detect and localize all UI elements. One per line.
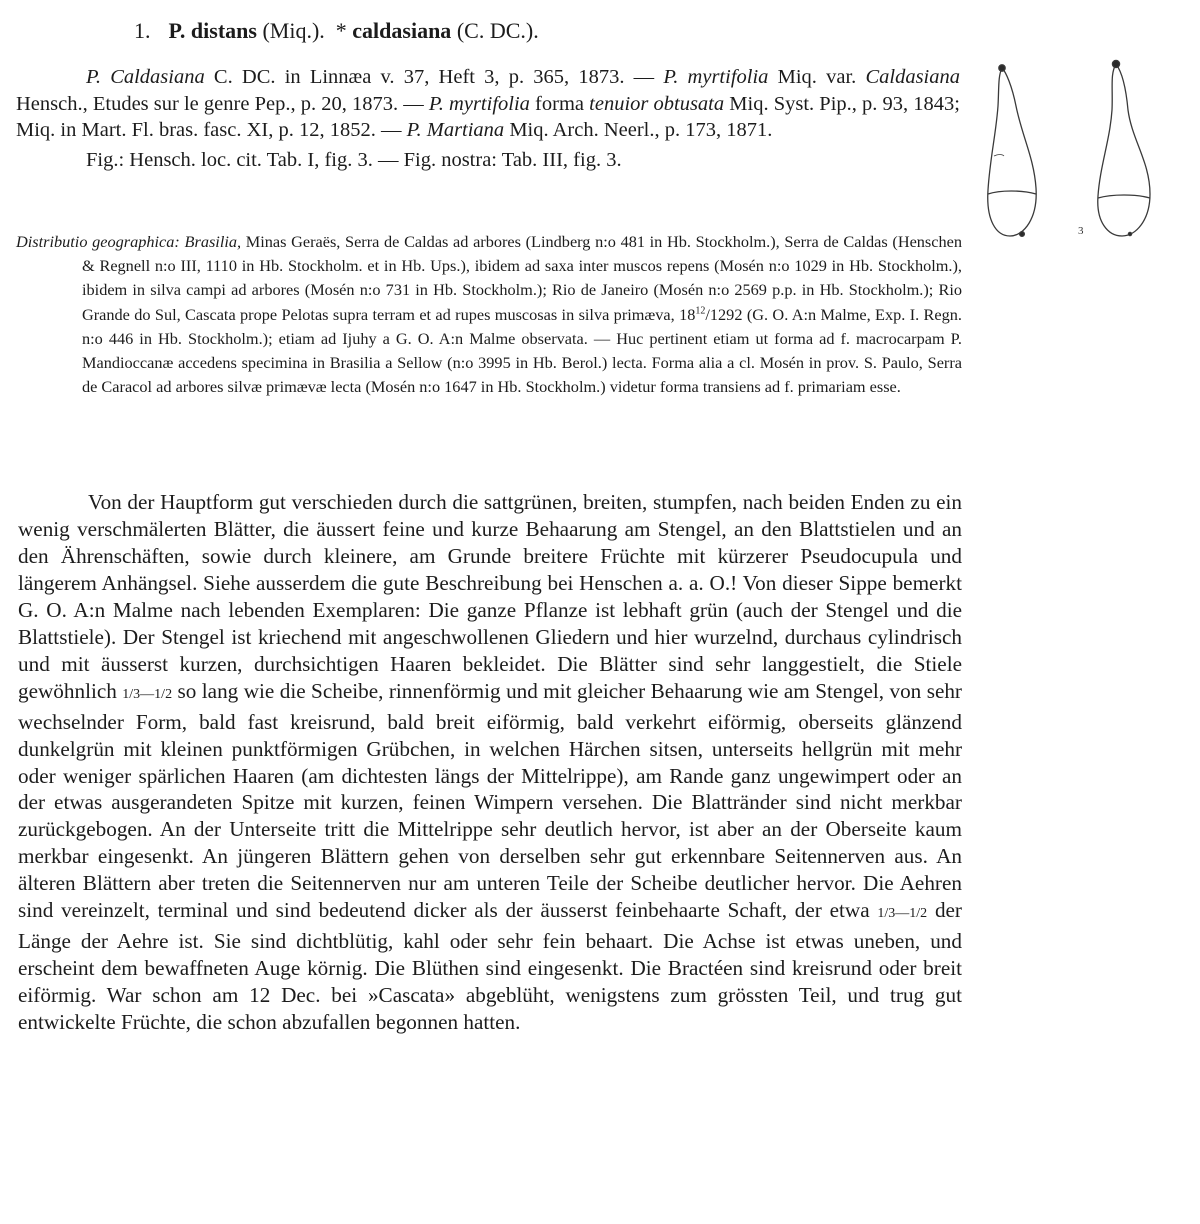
description-paragraph xyxy=(18,489,962,1036)
species-author: (Miq.). xyxy=(262,18,325,43)
synonym-citation: Miq. var. xyxy=(768,66,866,88)
description-text: so lang wie die Scheibe, rinnenförmig und mit gleicher Behaarung wie am Stengel, von sehr wechselnder Form, bald fast kreisrund, bald breit eiförmig, bald verkehrt eiförmig, oberseits glänzend dunkelgrün mit kleinen punktförmigen Grübchen, in welchen Härchen sitsen, unterseits hellgrün mit mehr oder weniger spärlichen Haaren (am dichtesten längs der Mittelrippe), am Rande ganz ungewimpert oder an der etwas ausgerandeten Spitze mit kurzen, feinen Wimpern versehen. Die Blattränder sind nicht merkbar zurückgebogen. An der Unterseite tritt die Mittelrippe sehr deutlich hervor, ist aber an der Oberseite kaum merkbar eingesenkt. An jüngeren Blättern gehen von derselben sehr gut erkennbare Seitennerven aus. An älteren Blättern aber treten die Seitennerven nur am unteren Teile der Scheibe deutlicher hervor. Die Aehren sind vereinzelt, terminal und sind bedeutend dicker als der äusserst feinbehaarte Schaft, der etwa xyxy=(18,678,962,923)
description-block xyxy=(18,489,962,1036)
distribution-text: (G. O. A:n Malme, Exp. I. Regn. n:o 446 in Hb. Stockholm.); etiam ad Ijuhy a G. O. A:n Malme observata. — Huc pertinent etiam ut forma ad f. macrocarpam P. Mandioccanæ accedens specimina in Brasilia a Sellow (n:o 3995 in Hb. Berol.) lecta. Forma alia a cl. Mosén in prov. S. Paulo, Serra de Caracol ad arbores silvæ primævæ lecta (Mosén n:o 1647 in Hb. Stockholm.) videtur forma transiens ad f. primariam esse. xyxy=(82,304,962,397)
subspecies-mark: * xyxy=(335,18,347,43)
distribution-date-sup: 12 xyxy=(695,305,706,317)
entry-number: 1. xyxy=(134,18,151,43)
synonym-citation: Miq. Arch. Neerl., p. 173, 1871. xyxy=(504,119,773,141)
fruit-drawing-right xyxy=(1098,60,1150,236)
distribution-label: Distributio geographica: xyxy=(16,232,180,251)
description-text: der Länge der Aehre ist. Sie sind dichtblütig, kahl oder sehr fein behaart. Die Achse ist etwas uneben, und erscheint dem bewaffneten Auge körnig. Die Blüthen sind eingesenkt. Die Bractéen sind kreisrund oder breit eiförmig. War schon am 12 Dec. bei »Cascata» abgeblüht, wenigstens zum grössten Teil, und trug gut entwickelte Früchte, die schon abzufallen begonnen hatten. xyxy=(18,898,962,1035)
synonym-name: P. myrtifolia xyxy=(663,66,769,88)
subspecies-name: caldasiana xyxy=(352,18,452,43)
species-heading xyxy=(134,16,834,46)
fraction: 1/3—1/2 xyxy=(877,906,928,922)
synonym-citation: Hensch., Etudes sur le genre Pep., p. 20, 1873. — xyxy=(16,92,429,115)
fruit-illustration xyxy=(978,58,1188,254)
synonym-citation: forma xyxy=(529,92,590,115)
synonym-forma: tenuior obtusata xyxy=(589,92,725,115)
distribution-block xyxy=(16,230,962,399)
synonymy-block xyxy=(16,64,960,173)
synonym-citation: Miq. Syst. Pip., p. 93, 1843; Miq. in Mart. Fl. bras. fasc. XI, p. 12, 1852. — xyxy=(16,92,961,141)
distribution-date-rest: /1292 xyxy=(705,304,743,324)
synonym-name: P. Martiana xyxy=(406,119,505,141)
distribution-country: Brasilia, xyxy=(184,232,242,251)
figure-references: Fig.: Hensch. loc. cit. Tab. I, fig. 3. — Fig. nostra: Tab. III, fig. 3. xyxy=(86,148,622,171)
fraction: 1/3—1/2 xyxy=(122,686,173,702)
figure-label: 3 xyxy=(1078,225,1084,237)
synonym-citation: C. DC. in Linnæa v. 37, Heft 3, p. 365, 1873. — xyxy=(204,66,664,88)
synonym-variety: Caldasiana xyxy=(865,66,960,88)
synonymy-paragraph xyxy=(16,64,960,144)
fruit-drawing-left xyxy=(988,65,1036,237)
distribution-text: Minas Geraës, Serra de Caldas ad arbores (Lindberg n:o 481 in Hb. Stockholm.), Serra de Caldas (Henschen & Regnell n:o III, 1110 in Hb. Stockholm. et in Hb. Ups.), ibidem ad saxa inter muscos repens (Mosén n:o 1029 in Hb. Stockholm.), ibidem in silva campi ad arbores (Mosén n:o 731 in Hb. Stockholm.); Rio de Janeiro (Mosén n:o 2569 p.p. in Hb. Stockholm.); Rio Grande do Sul, Cascata prope Pelotas supra terram et ad rupes muscosas in silva primæva, 18 xyxy=(82,232,963,324)
species-name: P. distans xyxy=(168,18,257,43)
description-text: Von der Hauptform gut verschieden durch die sattgrünen, breiten, stumpfen, nach beiden Enden zu ein wenig verschmälerten Blätter, die äussert feine und kurze Behaarung am Stengel, an den Blattstielen und an den Ährenschäften, sowie durch kleinere, am Grunde breitere Früchte mit kürzerer Pseudocupula und längerem Anhängsel. Siehe ausserdem die gute Beschreibung bei Henschen a. a. O.! Von dieser Sippe bemerkt G. O. A:n Malme nach lebenden Exemplaren: Die ganze Pflanze ist lebhaft grün (auch der Stengel und die Blattstiele). Der Stengel ist kriechend mit angeschwollenen Gliedern und hier wurzelnd, durchaus cylindrisch und mit äusserst kurzen, durchsichtigen Haaren bekleidet. Die Blätter sind sehr langgestielt, die Stiele gewöhnlich xyxy=(18,490,962,703)
subspecies-author: (C. DC.). xyxy=(456,18,539,43)
distribution-paragraph xyxy=(16,230,962,399)
synonym-name: P. myrtifolia xyxy=(428,92,530,115)
synonym-name: P. Caldasiana xyxy=(86,66,205,88)
